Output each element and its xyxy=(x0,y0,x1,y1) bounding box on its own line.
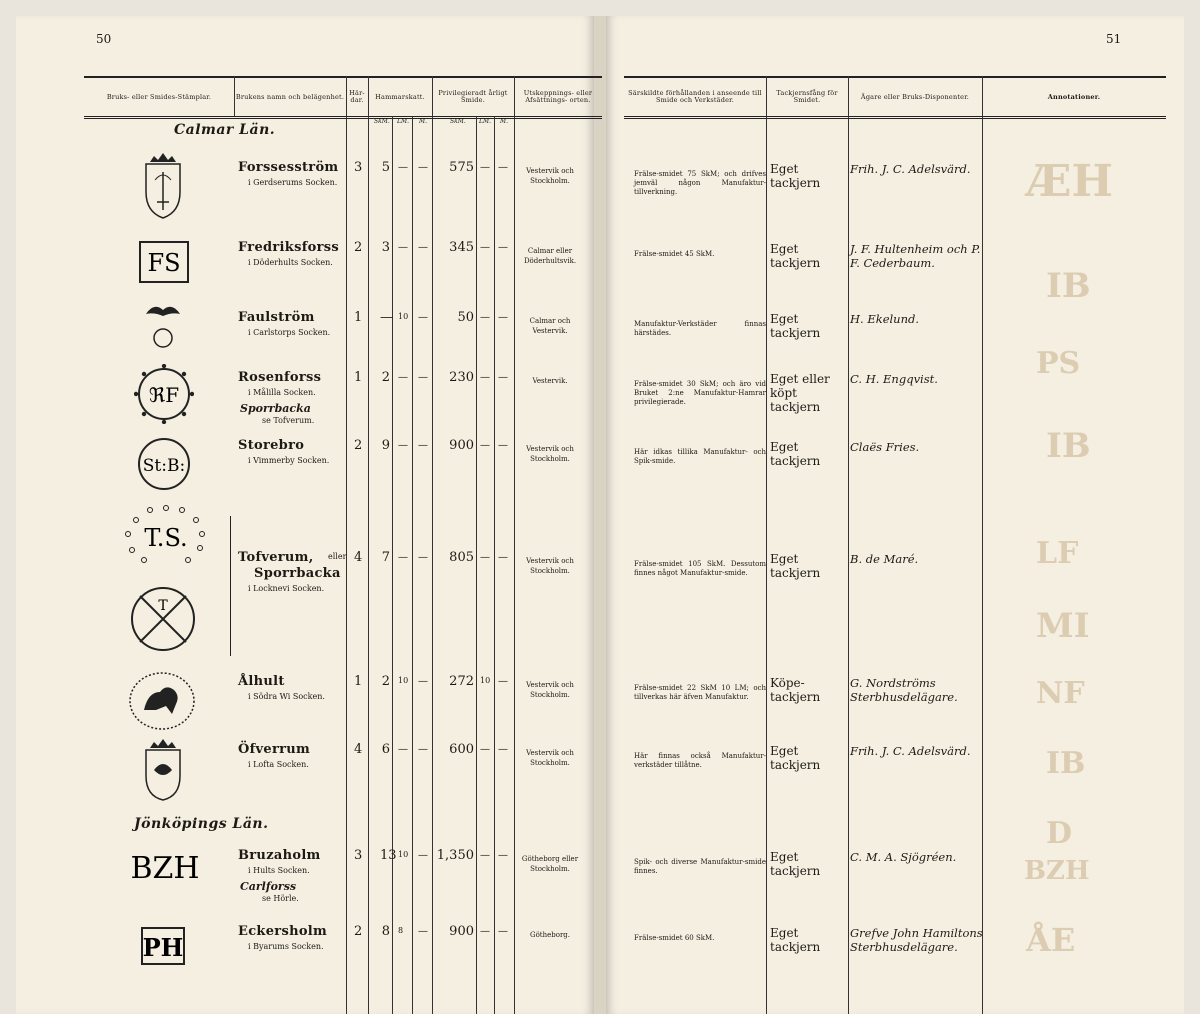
hardar-value: 3 xyxy=(354,848,363,863)
special-note: Frälse-smidet 75 SkM; och drifves jemväl någon Manufaktur-tillverkning. xyxy=(634,170,766,196)
hammar-skm: 5 xyxy=(381,160,390,175)
hammar-m: — xyxy=(418,312,428,323)
works-name: Öfverrum xyxy=(238,742,311,757)
owner-name: C. H. Engqvist. xyxy=(850,372,938,386)
destination: Vestervik och Stockholm. xyxy=(526,445,574,463)
see-also-ref: se Tofverum. xyxy=(262,416,315,425)
priv-m: — xyxy=(498,372,508,383)
priv-lm: — xyxy=(480,312,490,323)
rule xyxy=(346,76,347,1014)
header-utskeppning: Utskeppnings- eller Afsättnings- orten. xyxy=(523,89,593,104)
see-also-name: Carlforss xyxy=(240,880,297,893)
destination: Vestervik. xyxy=(532,377,568,385)
page-number-right: 51 xyxy=(1106,32,1122,46)
rule xyxy=(412,116,413,1014)
destination: Götheborg eller Stockholm. xyxy=(521,855,579,873)
owner-name: H. Ekelund. xyxy=(850,312,920,326)
priv-lm: — xyxy=(480,372,490,383)
ghost-mark: PS xyxy=(1036,346,1081,381)
rule xyxy=(368,76,369,1014)
parish-text: i Vimmerby Socken. xyxy=(248,456,330,465)
hardar-value: 1 xyxy=(354,310,363,325)
priv-lm: — xyxy=(480,926,490,937)
hammar-lm: — xyxy=(398,440,408,451)
pig-iron-source: Eget tackjern xyxy=(770,926,821,954)
works-name: Ålhult xyxy=(238,674,285,689)
owner-name: J. F. Hultenheim och P. F. Cederbaum. xyxy=(850,242,981,270)
priv-m: — xyxy=(498,676,508,687)
rule xyxy=(392,116,393,1014)
header-sarskilda: Särskildte förhållanden i anseende till Smide och Verkstäder. xyxy=(628,89,762,104)
rule xyxy=(476,116,477,1014)
stb-stamp-label: St:B: xyxy=(142,456,186,476)
pig-iron-source: Eget tackjern xyxy=(770,850,821,878)
priv-lm: 10 xyxy=(480,676,491,685)
special-note: Manufaktur-Verkstäder finnas härstädes. xyxy=(634,320,766,337)
priv-skm: 900 xyxy=(449,438,474,453)
hammar-skm: 7 xyxy=(381,550,390,565)
header-annotationer: Annotationer. xyxy=(1047,92,1101,101)
priv-skm: 805 xyxy=(449,550,474,565)
hammar-lm: 8 xyxy=(398,926,404,935)
ghost-mark: IB xyxy=(1046,746,1086,781)
works-name: Rosenforss xyxy=(238,370,322,385)
destination: Vestervik och Stockholm. xyxy=(526,749,574,767)
destination: Vestervik och Stockholm. xyxy=(526,681,574,699)
priv-skm: 1,350 xyxy=(436,848,474,863)
hammar-lm: — xyxy=(398,552,408,563)
special-note: Frälse-smidet 105 SkM. Dessutom finnes något Manufaktur-smide. xyxy=(634,560,766,577)
unit-lm: LM. xyxy=(479,118,492,125)
shield-stamp-icon xyxy=(140,150,186,220)
hardar-value: 2 xyxy=(354,240,363,255)
parish-text: i Södra Wi Socken. xyxy=(248,692,325,701)
parish-text: i Byarums Socken. xyxy=(248,942,324,951)
ghost-mark: ÆH xyxy=(1026,156,1114,207)
ghost-mark: NF xyxy=(1036,676,1085,711)
unit-m: M. xyxy=(500,118,509,125)
hammar-lm: 10 xyxy=(398,850,409,859)
unit-lm: LM. xyxy=(397,118,410,125)
hardar-value: 2 xyxy=(354,438,363,453)
hammar-m: — xyxy=(418,162,428,173)
hammar-m: — xyxy=(418,242,428,253)
works-name: Sporrbacka xyxy=(254,566,341,581)
hammar-m: — xyxy=(418,744,428,755)
lion-stamp-icon xyxy=(126,670,198,732)
parish-text: i Målilla Socken. xyxy=(248,388,316,397)
hammar-skm: 9 xyxy=(381,438,390,453)
priv-skm: 230 xyxy=(449,370,474,385)
pig-iron-source: Eget tackjern xyxy=(770,440,821,468)
ghost-mark: D xyxy=(1046,816,1073,851)
hammar-skm: 6 xyxy=(381,742,390,757)
rule xyxy=(494,116,495,1014)
unit-skm: SkM. xyxy=(374,118,390,125)
shield-stamp-icon xyxy=(140,736,186,802)
hammar-skm: — xyxy=(380,310,393,325)
special-note: Frälse-smidet 60 SkM. xyxy=(634,934,715,942)
hammar-lm: — xyxy=(398,242,408,253)
priv-lm: — xyxy=(480,552,490,563)
ghost-mark: ÅE xyxy=(1026,921,1076,959)
pig-iron-source: Eget tackjern xyxy=(770,162,821,190)
right-header-row xyxy=(624,76,1166,119)
works-name: Tofverum, xyxy=(238,550,314,565)
hardar-value: 4 xyxy=(354,742,363,757)
rule xyxy=(848,76,849,1014)
hammar-m: — xyxy=(418,676,428,687)
stb-stamp-icon xyxy=(136,436,192,492)
fs-stamp-label: FS xyxy=(147,249,181,277)
fs-stamp-icon xyxy=(138,240,190,284)
priv-skm: 600 xyxy=(449,742,474,757)
pig-iron-source: Eget tackjern xyxy=(770,744,821,772)
works-name: Fredriksforss xyxy=(238,240,339,255)
tofverum-brace xyxy=(230,516,231,656)
header-tackjern: Tackjernsfång för Smidet. xyxy=(776,89,838,104)
ghost-mark: MI xyxy=(1036,606,1090,646)
hardar-value: 4 xyxy=(354,550,363,565)
owner-name: G. Nordströms Sterbhusdelägare. xyxy=(850,676,958,704)
header-privilegieradt: Privilegieradt årligt Smide. xyxy=(438,89,508,104)
book-gutter xyxy=(594,16,606,1014)
owner-name: Frih. J. C. Adelsvärd. xyxy=(850,162,971,176)
rf-stamp-label: ℜF xyxy=(148,383,180,407)
bzh-stamp-icon xyxy=(120,846,210,886)
hammar-skm: 3 xyxy=(381,240,390,255)
special-note: Här idkas tillika Manufaktur- och Spik-smide. xyxy=(634,448,766,465)
rule xyxy=(982,76,983,1014)
works-name-eller: eller xyxy=(328,552,347,561)
header-hammarskatt: Hammarskatt. xyxy=(375,92,425,101)
priv-lm: — xyxy=(480,850,490,861)
special-note: Frälse-smidet 45 SkM. xyxy=(634,250,715,258)
destination: Götheborg. xyxy=(529,931,571,939)
left-header-row xyxy=(84,76,602,119)
works-name: Faulström xyxy=(238,310,315,325)
hammar-lm: 10 xyxy=(398,312,409,321)
region-calmar: Calmar Län. xyxy=(174,122,276,138)
bzh-stamp-label: BZH xyxy=(130,851,200,886)
hammar-m: — xyxy=(418,926,428,937)
hardar-value: 3 xyxy=(354,160,363,175)
priv-skm: 575 xyxy=(449,160,474,175)
header-agare: Ägare eller Bruks-Disponenter. xyxy=(860,92,970,101)
owner-name: Claës Fries. xyxy=(850,440,920,454)
works-name: Forssesström xyxy=(238,160,339,175)
see-also-ref: se Hörle. xyxy=(262,894,299,903)
priv-m: — xyxy=(498,162,508,173)
priv-m: — xyxy=(498,552,508,563)
ph-stamp-label: PH xyxy=(142,933,184,962)
priv-m: — xyxy=(498,242,508,253)
works-name: Bruzaholm xyxy=(238,848,321,863)
parish-text: i Locknevi Socken. xyxy=(248,584,325,593)
ghost-mark: LF xyxy=(1036,536,1079,571)
priv-m: — xyxy=(498,926,508,937)
parish-text: i Döderhults Socken. xyxy=(248,258,333,267)
ghost-mark: IB xyxy=(1046,426,1091,466)
special-note: Här finnas också Manufaktur-verkstäder tillåtne. xyxy=(634,752,766,769)
hammar-lm: — xyxy=(398,162,408,173)
pig-iron-source: Köpe-tackjern xyxy=(770,676,821,704)
hardar-value: 1 xyxy=(354,674,363,689)
region-jonkoping: Jönköpings Län. xyxy=(134,816,269,832)
rule xyxy=(234,76,235,116)
priv-m: — xyxy=(498,440,508,451)
unit-m: M. xyxy=(419,118,428,125)
hammar-lm: — xyxy=(398,372,408,383)
hammar-m: — xyxy=(418,850,428,861)
owner-name: Frih. J. C. Adelsvärd. xyxy=(850,744,971,758)
special-note: Frälse-smidet 22 SkM 10 LM; och tillverkas här äfven Manufaktur. xyxy=(634,684,766,701)
pig-iron-source: Eget tackjern xyxy=(770,552,821,580)
hammar-skm: 13 xyxy=(380,848,397,863)
destination: Calmar eller Döderhultsvik. xyxy=(523,247,577,265)
ghost-mark: IB xyxy=(1046,266,1091,306)
priv-m: — xyxy=(498,312,508,323)
ph-stamp-icon xyxy=(140,926,186,966)
priv-lm: — xyxy=(480,242,490,253)
hammar-skm: 2 xyxy=(381,370,390,385)
priv-m: — xyxy=(498,744,508,755)
priv-skm: 345 xyxy=(449,240,474,255)
rule xyxy=(766,76,767,1014)
rf-stamp-icon xyxy=(134,364,194,424)
parish-text: i Gerdserums Socken. xyxy=(248,178,338,187)
hammar-m: — xyxy=(418,440,428,451)
hardar-value: 1 xyxy=(354,370,363,385)
owner-name: C. M. A. Sjögréen. xyxy=(850,850,957,864)
x-circle-stamp-icon xyxy=(128,584,198,654)
special-note: Spik- och diverse Manufaktur-smide finnes. xyxy=(634,858,766,875)
see-also-name: Sporrbacka xyxy=(240,402,311,415)
priv-skm: 272 xyxy=(449,674,474,689)
parish-text: i Carlstorps Socken. xyxy=(248,328,331,337)
unit-skm: SkM. xyxy=(450,118,466,125)
hammar-skm: 8 xyxy=(381,924,390,939)
ts-stamp-icon xyxy=(120,504,210,568)
destination: Vestervik och Stockholm. xyxy=(526,557,574,575)
pig-iron-source: Eget tackjern xyxy=(770,242,821,270)
priv-m: — xyxy=(498,850,508,861)
works-name: Storebro xyxy=(238,438,305,453)
crown-ring-stamp-icon xyxy=(138,300,188,354)
priv-skm: 900 xyxy=(449,924,474,939)
hardar-value: 2 xyxy=(354,924,363,939)
hammar-m: — xyxy=(418,552,428,563)
works-name: Eckersholm xyxy=(238,924,328,939)
header-stamps: Bruks- eller Smides-Stämplar. xyxy=(106,92,212,101)
ts-stamp-label: T.S. xyxy=(144,524,188,552)
priv-lm: — xyxy=(480,744,490,755)
priv-lm: — xyxy=(480,440,490,451)
header-hardar: Här-dar. xyxy=(349,89,365,104)
parish-text: i Lofta Socken. xyxy=(248,760,309,769)
rule xyxy=(432,76,433,1014)
priv-skm: 50 xyxy=(457,310,474,325)
hammar-m: — xyxy=(418,372,428,383)
pig-iron-source: Eget eller köpt tackjern xyxy=(770,372,830,414)
owner-name: Grefve John Hamiltons Sterbhusdelägare. xyxy=(850,926,983,954)
page-number-left: 50 xyxy=(96,32,112,46)
priv-lm: — xyxy=(480,162,490,173)
hammar-lm: — xyxy=(398,744,408,755)
destination: Calmar och Vestervik. xyxy=(529,317,571,335)
ghost-mark: BZH xyxy=(1024,856,1090,886)
hammar-lm: 10 xyxy=(398,676,409,685)
pig-iron-source: Eget tackjern xyxy=(770,312,821,340)
special-note: Frälse-smidet 30 SkM; och äro vid Bruket 2:ne Manufaktur-Hamrar privilegierade. xyxy=(634,380,766,406)
hammar-skm: 2 xyxy=(381,674,390,689)
destination: Vestervik och Stockholm. xyxy=(526,167,574,185)
x-stamp-label: T xyxy=(158,598,168,614)
header-names: Brukens namn och belägenhet. xyxy=(235,92,345,101)
owner-name: B. de Maré. xyxy=(850,552,919,566)
parish-text: i Hults Socken. xyxy=(248,866,310,875)
